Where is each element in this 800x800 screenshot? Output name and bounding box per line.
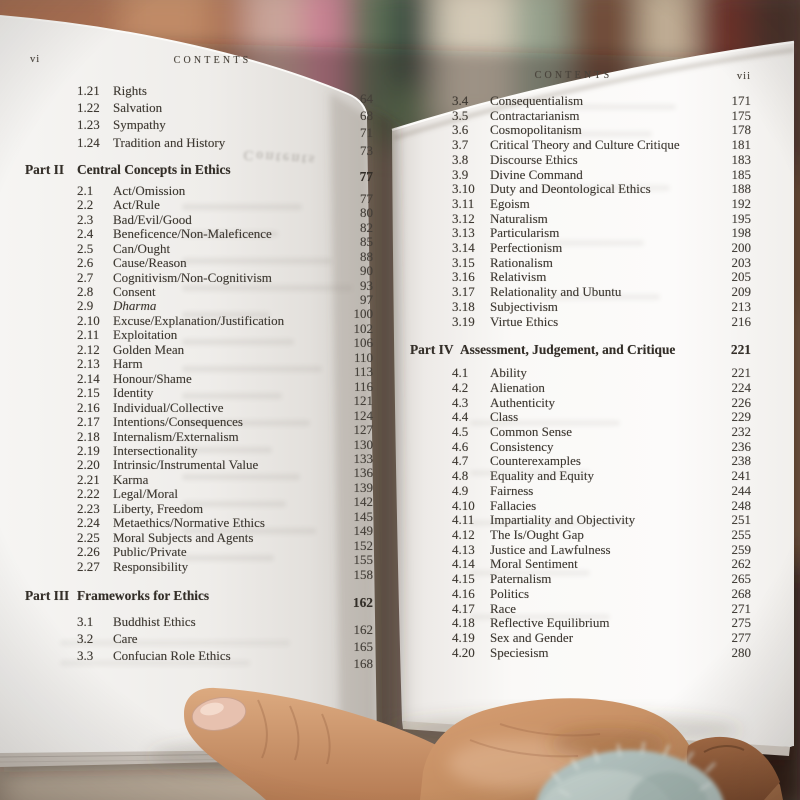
toc-entry-page: 85: [360, 234, 373, 250]
toc-list-part3-cont: [408, 94, 753, 329]
toc-entry-number: 3.11: [452, 195, 475, 211]
toc-entry-label: Particularism: [490, 226, 560, 241]
toc-entry-label: Dharma: [113, 299, 157, 314]
toc-entry-number: 2.6: [77, 255, 94, 271]
toc-entry-label: Harm: [113, 357, 143, 372]
toc-entry-page: 178: [731, 122, 751, 138]
toc-entry-label: Liberty, Freedom: [113, 501, 204, 516]
toc-entry-number: 2.10: [77, 312, 100, 328]
toc-entry-label: Public/Private: [113, 545, 187, 560]
left-running-head: CONTENTS: [173, 55, 252, 66]
toc-entry-number: 3.15: [452, 254, 475, 270]
toc-entry-label: Consistency: [490, 439, 554, 454]
toc-entry-number: 4.1: [452, 365, 469, 381]
toc-entry: [408, 440, 753, 455]
toc-entry-label: Metaethics/Normative Ethics: [113, 516, 265, 531]
toc-entry-label: Cause/Reason: [113, 256, 187, 271]
toc-entry-label: Counterexamples: [490, 454, 581, 469]
toc-entry-page: 127: [353, 422, 373, 438]
toc-entry-page: 77: [360, 190, 373, 206]
toc-entry-label: Moral Sentiment: [490, 557, 578, 572]
toc-entry-number: 2.15: [77, 385, 100, 401]
toc-entry-label: Tradition and History: [113, 134, 226, 150]
toc-entry-page: 271: [731, 600, 751, 616]
toc-entry-page: 82: [360, 219, 373, 235]
toc-entry-number: 3.3: [77, 648, 94, 664]
toc-entry: [408, 153, 753, 168]
toc-entry-label: Individual/Collective: [113, 400, 224, 415]
part4-page: 221: [730, 342, 751, 358]
toc-entry-label: Ability: [490, 366, 527, 381]
toc-entry: [408, 646, 753, 661]
toc-entry-number: 1.22: [77, 100, 100, 116]
toc-entry: [408, 226, 753, 241]
toc-entry-number: 3.1: [77, 614, 94, 630]
toc-entry-label: Consent: [113, 284, 156, 299]
toc-entry-number: 4.17: [452, 600, 475, 616]
toc-entry-page: 110: [353, 349, 373, 365]
toc-entry-label: Excuse/Explanation/Justification: [113, 313, 285, 328]
toc-entry-label: Justice and Lawfulness: [490, 542, 611, 557]
toc-entry-page: 185: [731, 166, 751, 182]
toc-entry: [408, 602, 753, 617]
toc-entry-number: 2.2: [77, 197, 94, 213]
part2-heading: [25, 161, 378, 184]
toc-entry-number: 4.13: [452, 541, 475, 557]
toc-entry-page: 88: [360, 248, 373, 264]
toc-entry-page: 238: [731, 453, 751, 469]
toc-entry-number: 4.6: [452, 438, 469, 454]
toc-entry-page: 229: [731, 409, 751, 425]
toc-entry-label: Can/Ought: [113, 241, 171, 256]
toc-entry-page: 255: [731, 526, 751, 542]
toc-entry-page: 145: [353, 508, 373, 524]
toc-entry-number: 4.12: [452, 526, 475, 542]
toc-entry-page: 236: [731, 438, 751, 454]
toc-entry-page: 133: [353, 450, 373, 466]
toc-entry-number: 2.26: [77, 544, 100, 560]
toc-entry: [25, 82, 378, 106]
toc-entry-label: Fairness: [490, 483, 534, 498]
toc-entry-label: Rights: [113, 83, 147, 98]
toc-entry-page: 198: [731, 225, 751, 241]
toc-entry-label: Reflective Equilibrium: [490, 616, 610, 631]
toc-entry-label: Duty and Deontological Ethics: [490, 182, 651, 197]
part3-title: Frameworks for Ethics: [77, 588, 210, 604]
toc-entry-number: 2.11: [77, 327, 100, 343]
toc-entry-page: 121: [353, 393, 373, 409]
toc-entry-number: 4.11: [452, 512, 475, 528]
toc-entry-label: Impartiality and Objectivity: [490, 513, 636, 528]
toc-entry-page: 265: [731, 571, 751, 587]
toc-entry: [408, 616, 753, 631]
toc-entry-page: 200: [731, 240, 751, 256]
toc-entry: [408, 256, 753, 271]
toc-entry-page: 224: [731, 379, 751, 395]
toc-entry-number: 4.19: [452, 629, 475, 645]
toc-entry-page: 168: [353, 656, 373, 672]
part4-title: Assessment, Judgement, and Critique: [460, 342, 676, 358]
toc-entry: [25, 630, 378, 655]
toc-entry-number: 4.16: [452, 585, 475, 601]
toc-entry: [408, 381, 753, 396]
toc-entry-page: 209: [731, 284, 751, 300]
right-toc: [408, 94, 753, 660]
toc-entry: [408, 197, 753, 212]
toc-entry-label: Perfectionism: [490, 241, 563, 256]
toc-entry-number: 4.20: [452, 644, 475, 660]
part2-page: 77: [359, 168, 373, 184]
toc-entry-number: 3.2: [77, 631, 94, 647]
toc-entry-page: 262: [731, 556, 751, 572]
toc-entry-number: 4.10: [452, 497, 475, 513]
toc-entry-page: 102: [353, 320, 373, 336]
toc-entry: [408, 469, 753, 484]
toc-entry-page: 71: [360, 125, 373, 141]
toc-entry-page: 155: [353, 552, 373, 568]
toc-entry-page: 221: [731, 365, 751, 381]
toc-entry-page: 90: [360, 263, 373, 279]
toc-entry-number: 1.24: [77, 134, 100, 150]
toc-entry: [408, 513, 753, 528]
toc-entry-number: 2.16: [77, 399, 100, 415]
toc-entry-number: 3.14: [452, 240, 475, 256]
toc-entry: [408, 168, 753, 183]
part3-page: 162: [352, 595, 373, 611]
toc-entry: [408, 315, 753, 330]
toc-entry: [408, 366, 753, 381]
toc-entry-label: Equality and Equity: [490, 469, 594, 484]
toc-entry-label: Buddhist Ethics: [113, 614, 196, 630]
toc-list-part3: [25, 613, 378, 672]
toc-entry: [408, 182, 753, 197]
toc-entry-page: 232: [731, 424, 751, 440]
toc-entry-page: 158: [353, 566, 373, 582]
toc-entry-label: Relativism: [490, 270, 547, 285]
toc-entry: [408, 270, 753, 285]
toc-entry: [25, 613, 378, 638]
toc-entry-page: 165: [353, 639, 373, 655]
toc-entry-label: Honour/Shame: [113, 371, 192, 386]
toc-list-part2: [25, 182, 378, 582]
toc-entry-label: Legal/Moral: [113, 487, 178, 502]
toc-entry-page: 205: [731, 269, 751, 285]
toc-entry-page: 213: [731, 298, 751, 314]
part2-number: Part II: [25, 161, 65, 177]
part3-number: Part III: [25, 588, 70, 604]
toc-entry-label: Bad/Evil/Good: [113, 212, 192, 227]
toc-entry-label: Internalism/Externalism: [113, 429, 239, 444]
toc-entry-label: Critical Theory and Culture Critique: [490, 138, 680, 153]
toc-entry-number: 2.14: [77, 370, 100, 386]
toc-entry-number: 3.13: [452, 225, 475, 241]
toc-entry-page: 248: [731, 497, 751, 513]
toc-entry-number: 2.5: [77, 240, 94, 256]
toc-entry: [408, 572, 753, 587]
toc-entry-page: 149: [353, 523, 373, 539]
toc-entry-number: 2.8: [77, 283, 94, 299]
toc-entry-number: 4.4: [452, 409, 469, 425]
toc-entry-label: Contractarianism: [490, 108, 580, 123]
toc-entry: [408, 123, 753, 138]
toc-entry-page: 244: [731, 482, 751, 498]
bleed-through-contents-word: Contents: [242, 146, 317, 168]
toc-entry: [408, 557, 753, 572]
toc-entry: [408, 94, 753, 109]
toc-entry-label: Alienation: [490, 380, 545, 395]
toc-entry-page: 268: [731, 585, 751, 601]
left-page-folio: vi: [30, 54, 41, 65]
toc-entry-page: 142: [353, 494, 373, 510]
toc-entry-page: 275: [731, 615, 751, 631]
toc-entry-number: 4.3: [452, 394, 469, 410]
toc-entry-label: Karma: [113, 472, 149, 487]
toc-entry: [25, 116, 378, 141]
toc-entry-number: 2.3: [77, 211, 94, 227]
toc-entry: [408, 484, 753, 499]
toc-entry-page: 181: [731, 137, 751, 153]
toc-entry-page: 93: [360, 277, 373, 293]
toc-entry-number: 2.22: [77, 486, 100, 502]
toc-entry-label: Class: [490, 410, 519, 425]
toc-entry-page: 136: [353, 465, 373, 481]
toc-entry: [408, 454, 753, 469]
toc-entry: [408, 587, 753, 602]
toc-entry-page: 100: [353, 306, 373, 322]
toc-entry-label: Authenticity: [490, 395, 555, 410]
toc-entry-page: 130: [353, 436, 373, 452]
toc-entry-page: 277: [731, 629, 751, 645]
toc-entry: [25, 558, 378, 582]
toc-entry: [408, 138, 753, 153]
toc-entry-page: 226: [731, 394, 751, 410]
toc-entry-number: 2.24: [77, 515, 100, 531]
toc-entry-label: Sympathy: [113, 117, 166, 133]
toc-entry-number: 1.21: [77, 83, 100, 98]
toc-entry-number: 4.7: [452, 453, 469, 469]
toc-entry-number: 2.25: [77, 529, 100, 545]
toc-entry-page: 73: [360, 142, 373, 158]
toc-entry-page: 175: [731, 107, 751, 123]
right-page-folio: vii: [736, 71, 751, 82]
toc-entry-label: Race: [490, 601, 516, 616]
toc-entry: [25, 647, 378, 672]
toc-entry-page: 251: [731, 512, 751, 528]
toc-entry-label: Rationalism: [490, 255, 553, 270]
toc-entry-label: Discourse Ethics: [490, 152, 578, 167]
toc-entry-label: Intersectionality: [113, 443, 198, 458]
toc-entry-number: 4.5: [452, 424, 469, 440]
toc-entry-label: Confucian Role Ethics: [113, 648, 231, 664]
toc-entry-number: 3.10: [452, 181, 475, 197]
toc-entry-label: Moral Subjects and Agents: [113, 530, 254, 545]
toc-entry-label: Fallacies: [490, 498, 537, 513]
toc-entry-label: Intentions/Consequences: [113, 415, 243, 430]
toc-entry-label: Egoism: [490, 196, 530, 211]
toc-entry-page: 188: [731, 181, 751, 197]
toc-entry-label: Beneficence/Non-Maleficence: [113, 227, 272, 242]
toc-entry-number: 4.9: [452, 482, 469, 498]
toc-entry: [408, 631, 753, 646]
toc-entry-number: 4.14: [452, 556, 475, 572]
toc-entry-label: Naturalism: [490, 211, 548, 226]
toc-entry-number: 2.12: [77, 341, 100, 357]
toc-entry-page: 113: [353, 364, 373, 380]
toc-entry: [408, 410, 753, 425]
toc-entry: [408, 396, 753, 411]
toc-entry-number: 3.4: [452, 93, 469, 108]
toc-entry-label: Subjectivism: [490, 299, 558, 314]
toc-entry-page: 116: [353, 378, 373, 394]
toc-entry-label: Care: [113, 631, 138, 647]
toc-entry-label: Relationality and Ubuntu: [490, 285, 622, 300]
toc-entry-page: 259: [731, 541, 751, 557]
toc-entry-page: 203: [731, 254, 751, 270]
toc-entry-label: Exploitation: [113, 328, 178, 343]
toc-entry-number: 2.4: [77, 226, 94, 242]
part2-title: Central Concepts in Ethics: [77, 161, 231, 177]
toc-entry-label: Paternalism: [490, 572, 552, 587]
toc-entry-page: 80: [360, 205, 373, 221]
toc-entry: [408, 543, 753, 558]
toc-entry-page: 162: [353, 622, 373, 638]
toc-entry-page: 106: [353, 335, 373, 351]
toc-entry-number: 3.16: [452, 269, 475, 285]
toc-entry-number: 4.2: [452, 379, 469, 395]
toc-entry-label: Sex and Gender: [490, 630, 574, 645]
toc-entry: [408, 109, 753, 124]
part3-heading: [25, 587, 378, 611]
toc-entry-page: 195: [731, 210, 751, 226]
toc-entry-page: 241: [731, 468, 751, 484]
toc-entry-number: 2.7: [77, 269, 94, 285]
toc-entry-page: 124: [353, 407, 373, 423]
toc-entry-page: 139: [353, 479, 373, 495]
toc-entry-number: 1.23: [77, 117, 100, 133]
toc-entry-label: Responsibility: [113, 559, 189, 574]
toc-entry: [408, 499, 753, 514]
toc-entry-page: 183: [731, 151, 751, 167]
toc-entry-number: 2.1: [77, 182, 94, 198]
toc-entry-number: 3.18: [452, 298, 475, 314]
toc-entry-label: Cognitivism/Non-Cognitivism: [113, 270, 272, 285]
toc-entry: [408, 300, 753, 315]
right-running-head: CONTENTS: [534, 70, 613, 81]
toc-entry: [408, 212, 753, 227]
toc-entry-label: Golden Mean: [113, 342, 185, 357]
toc-entry-label: Act/Omission: [113, 183, 186, 198]
toc-entry-number: 2.20: [77, 457, 100, 473]
toc-entry-label: Cosmopolitanism: [490, 123, 582, 138]
toc-entry-number: 3.17: [452, 284, 475, 300]
toc-entry-number: 2.19: [77, 442, 100, 458]
part4-heading: [408, 341, 753, 358]
toc-entry-number: 3.8: [452, 151, 469, 167]
toc-entry: [408, 241, 753, 256]
toc-entry: [408, 528, 753, 543]
toc-entry-label: Consequentialism: [490, 94, 584, 108]
toc-entry-number: 4.15: [452, 571, 475, 587]
toc-entry: [408, 285, 753, 300]
toc-entry-page: 64: [360, 91, 373, 106]
toc-entry-page: 171: [731, 93, 751, 108]
part4-number: Part IV: [410, 342, 454, 358]
left-toc: [25, 82, 378, 672]
toc-entry-label: The Is/Ought Gap: [490, 527, 584, 542]
toc-entry-label: Identity: [113, 386, 154, 401]
toc-entry-number: 2.23: [77, 500, 100, 516]
toc-entry-number: 3.7: [452, 137, 469, 153]
toc-entry-label: Salvation: [113, 100, 163, 116]
toc-entry-number: 2.21: [77, 471, 100, 487]
toc-entry-page: 68: [360, 108, 373, 124]
toc-entry-number: 3.9: [452, 166, 469, 182]
toc-entry-page: 192: [731, 195, 751, 211]
toc-entry-label: Divine Command: [490, 167, 583, 182]
toc-entry-page: 216: [731, 313, 751, 329]
toc-entry-label: Act/Rule: [113, 198, 160, 213]
toc-entry-page: 280: [731, 644, 751, 660]
toc-entry-number: 3.5: [452, 107, 469, 123]
toc-entry-number: 3.12: [452, 210, 475, 226]
toc-entry: [25, 99, 378, 124]
toc-entry-page: 152: [353, 537, 373, 553]
toc-entry: [408, 425, 753, 440]
toc-entry-label: Intrinsic/Instrumental Value: [113, 458, 259, 473]
toc-entry-number: 2.18: [77, 428, 100, 444]
toc-entry-number: 2.13: [77, 356, 100, 372]
toc-list-part4: [408, 366, 753, 660]
toc-entry-page: 97: [360, 291, 373, 307]
toc-entry-label: Virtue Ethics: [490, 314, 559, 329]
toc-entry-label: Common Sense: [490, 425, 572, 440]
toc-entry-number: 4.8: [452, 468, 469, 484]
toc-entry-number: 3.6: [452, 122, 469, 138]
toc-entry-number: 2.17: [77, 414, 100, 430]
toc-entry-number: 3.19: [452, 313, 475, 329]
toc-entry-number: 2.9: [77, 298, 94, 314]
toc-entry-number: 2.27: [77, 558, 100, 574]
toc-entry-number: 4.18: [452, 615, 475, 631]
toc-entry-label: Politics: [490, 586, 530, 601]
toc-entry-label: Speciesism: [490, 645, 549, 660]
